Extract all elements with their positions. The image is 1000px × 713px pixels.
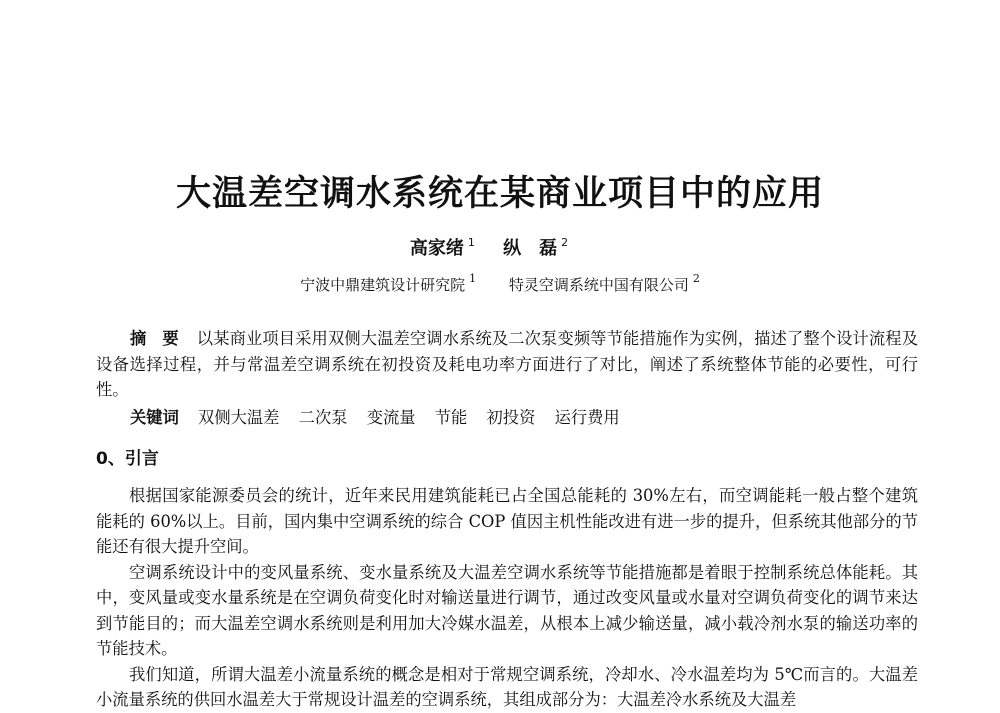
paper-title: 大温差空调水系统在某商业项目中的应用 <box>175 174 824 214</box>
author-line <box>0 231 1000 261</box>
section-heading: 0、引言 <box>96 449 159 469</box>
affiliation-mark: 1 <box>469 272 477 285</box>
body-paragraph: 空调系统设计中的变风量系统、变水量系统及大温差空调水系统等节能措施都是着眼于控制系统总体能耗。其中，变风量或变水量系统是在空调负荷变化时对输送量进行调节，通过改变风量或水量对空调负荷变化的调节来达到节能目的；而大温差空调水系统则是利用加大冷媒水温差，从根本上减少输送量，减小载冷剂水泵的输送功率的节能技术。 <box>96 562 918 658</box>
author-2 <box>503 231 568 261</box>
keywords <box>130 405 918 431</box>
keyword: 二次泵 <box>298 408 348 427</box>
affiliation-mark: 2 <box>692 272 700 285</box>
body-text <box>96 483 918 713</box>
affiliation-2 <box>509 268 700 296</box>
keyword: 变流量 <box>366 408 416 427</box>
author-mark: 2 <box>561 236 569 249</box>
affiliation-line <box>0 268 1000 296</box>
abstract-text: 以某商业项目采用双侧大温差空调水系统及二次泵变频等节能措施作为实例，描述了整个设计流程及设备选择过程，并与常温差空调系统在初投资及耗电功率方面进行了对比，阐述了系统整体节能的必要性，可行性。 <box>96 329 918 399</box>
author-name: 纵 磊 <box>503 238 558 259</box>
body-paragraph: 我们知道，所谓大温差小流量系统的概念是相对于常规空调系统，冷却水、冷水温差均为 5℃而言的。大温差小流量系统的供回水温差大于常规设计温差的空调系统，其组成部分为：大温差冷水系统及大温差 <box>96 664 918 709</box>
author-name: 高家绪 <box>409 238 464 259</box>
abstract-label: 摘要 <box>130 329 195 348</box>
affiliation-name: 特灵空调系统中国有限公司 <box>508 276 689 294</box>
affiliation-1 <box>300 268 476 296</box>
keyword: 初投资 <box>486 408 536 427</box>
affiliation-name: 宁波中鼎建筑设计研究院 <box>300 276 466 294</box>
author-1 <box>410 231 475 261</box>
keyword: 运行费用 <box>554 408 620 427</box>
author-mark: 1 <box>467 236 475 249</box>
keyword: 节能 <box>434 408 468 427</box>
abstract <box>96 326 918 403</box>
body-paragraph: 根据国家能源委员会的统计，近年来民用建筑能耗已占全国总能耗的 30%左右，而空调能耗一般占整个建筑能耗的 60%以上。目前，国内集中空调系统的综合 COP 值因主机性能改进有进一步的提升，但系统其他部分的节能还有很大提升空间。 <box>96 486 918 556</box>
keyword: 双侧大温差 <box>198 408 280 427</box>
keywords-label: 关键词 <box>130 408 179 427</box>
